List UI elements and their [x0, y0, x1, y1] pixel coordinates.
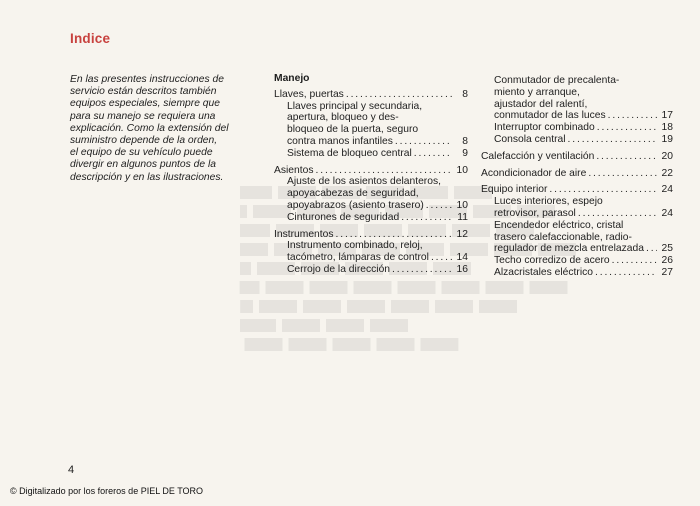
intro-line: equipos especiales, siempre que — [70, 98, 220, 110]
toc-entry-consola[interactable]: Consola central . . . 19 — [494, 134, 673, 146]
toc-entry-techo[interactable]: Techo corredizo de acero . . . 26 — [494, 255, 673, 267]
page-title: Indice — [70, 31, 111, 46]
section-heading-manejo: Manejo — [274, 73, 310, 84]
intro-line: el equipo de su vehículo puede — [70, 147, 213, 159]
intro-line: explicación. Como la extensión del — [70, 122, 229, 134]
page-ref: 27 — [661, 266, 673, 278]
toc-entry-luces-interiores[interactable]: retrovisor, parasol . . . 24 — [494, 208, 673, 220]
page-ref: 24 — [661, 207, 673, 219]
page-ref: 10 — [456, 164, 468, 176]
page-ref: 22 — [661, 167, 673, 179]
page-ref: 19 — [661, 133, 673, 145]
toc-entry-interruptor[interactable]: Interruptor combinado . . . 18 — [494, 122, 673, 134]
page-ref: 25 — [661, 243, 673, 255]
toc-entry-instrumentos[interactable]: Instrumentos . . . 12 — [274, 229, 468, 241]
intro-line: divergir en algunos puntos de la — [70, 159, 216, 171]
toc-entry-alzacristales[interactable]: Alzacristales eléctrico . . . 27 — [494, 267, 673, 279]
toc-entry-conmutador-luces[interactable]: conmutador de las luces . . . 17 — [494, 110, 673, 122]
toc-entry-bloqueo-central[interactable]: Sistema de bloqueo central . . . 9 — [287, 148, 468, 160]
toc-entry-llaves[interactable]: Llaves, puertas . . . 8 — [274, 89, 468, 101]
page-ref: 17 — [661, 110, 673, 122]
toc-entry-instrumento-combinado[interactable]: tacómetro, lámparas de control . . . 14 — [287, 252, 468, 264]
toc-entry-cerrojo[interactable]: Cerrojo de la dirección . . . 16 — [287, 264, 468, 276]
copyright-footer: © Digitalizado por los foreros de PIEL DE TORO — [10, 486, 204, 496]
toc-entry-calefaccion[interactable]: Calefacción y ventilación . . . 20 — [481, 151, 673, 163]
page-ref: 24 — [661, 184, 673, 196]
page-ref: 8 — [462, 135, 468, 147]
page-ref: 20 — [661, 150, 673, 162]
page-ref: 8 — [462, 88, 468, 100]
toc-entry-llaves-principal[interactable]: contra manos infantiles . . . 8 — [287, 136, 468, 148]
page-number: 4 — [68, 464, 75, 476]
intro-line: para su manejo se requiera una — [70, 110, 216, 122]
page-ref: 11 — [457, 211, 468, 223]
page-ref: 12 — [456, 228, 468, 240]
intro-line: suministro depende de la orden, — [70, 135, 218, 147]
intro-line: servicio están descritos también — [70, 86, 217, 98]
index-column-right: Conmutador de precalenta- miento y arranque, ajustador del ralentí, conmutador de las luces . . . 17 Interruptor combinado . . . 18 Consola central . . . 19 Calefacción y ventilación . . . 20 Acondicionador de aire . . . 22 Equipo interior . . . 24 Luces interiores, espejo retrovisor, parasol . . . 24 Encendedor eléctrico, cristal trasero calefaccionable, radio- regulador de mezcla entrelazada . . . 25 Techo corredizo de acero . . . 26 Alzacristales eléctrico . . . 27 — [481, 75, 673, 279]
toc-entry-ajuste-asientos[interactable]: apoyabrazos (asiento trasero) . . . 10 — [287, 200, 468, 212]
intro-paragraph — [70, 74, 270, 184]
toc-entry-encendedor[interactable]: regulador de mezcla entrelazada . . . 25 — [494, 243, 673, 255]
page-ref: 16 — [456, 263, 468, 275]
page-ref: 9 — [462, 147, 468, 159]
page-ref: 26 — [661, 255, 673, 267]
intro-line: En las presentes instrucciones de — [70, 74, 224, 85]
index-column-left: Manejo Llaves, puertas . . . 8 Llaves principal y secundaria, apertura, bloqueo y des- bloqueo de la puerta, seguro contra manos infantiles . . . 8 Sistema de bloqueo central . . . 9 Asientos . . . 10 Ajuste de los asientos delanteros, apoyacabezas de seguridad, apoyabrazos (asiento trasero) . . . 10 Cinturones de seguridad . . . 11 Instrumentos . . . 12 Instrumento combinado, reloj, tacómetro, lámparas de control . . . 14 Cerrojo de la dirección . . . 16 — [274, 73, 468, 276]
toc-entry-asientos[interactable]: Asientos . . . 10 — [274, 165, 468, 177]
page-ref: 14 — [456, 252, 468, 264]
toc-entry-cinturones[interactable]: Cinturones de seguridad . . . 11 — [287, 212, 468, 224]
page-ref: 18 — [661, 122, 673, 134]
toc-entry-acondicionador[interactable]: Acondicionador de aire . . . 22 — [481, 168, 673, 180]
page-ref: 10 — [456, 199, 468, 211]
intro-line: descripción y en las ilustraciones. — [70, 171, 224, 183]
toc-entry-equipo-interior[interactable]: Equipo interior . . . 24 — [481, 184, 673, 196]
